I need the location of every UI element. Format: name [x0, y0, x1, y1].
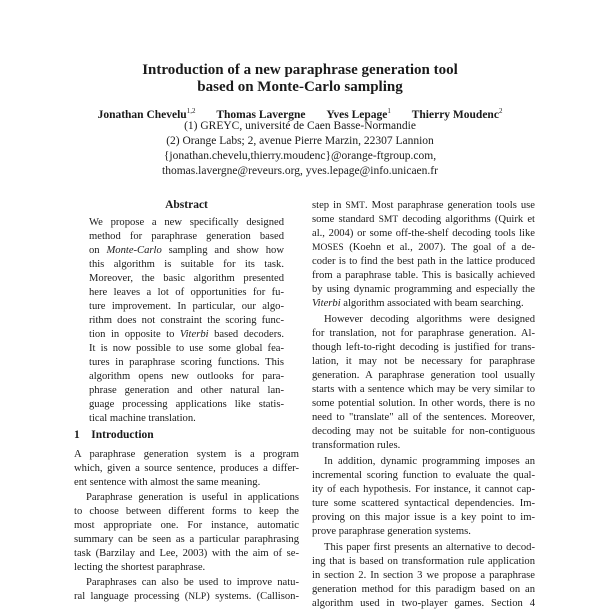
body-line: though left-to-right decoding is justified for trans- [312, 342, 535, 353]
body-line: proving on this major issue is a key point to im- [312, 512, 535, 523]
body-line: A paraphrase generation system is a program [74, 449, 299, 460]
abstract-heading: Abstract [165, 199, 208, 211]
body-line: for translation, not for paraphrase generation. Al- [312, 328, 535, 339]
body-line: step in SMT. Most paraphrase generation tools use [312, 200, 535, 211]
body-line: Viterbi algorithm associated with beam searching. [312, 298, 524, 309]
paper-title-line-1: Introduction of a new paraphrase generation tool [142, 62, 458, 78]
body-line: ture some scattered syntactical dependencies. Im- [312, 498, 535, 509]
body-line: need to "translate" all of the sentences. Moreover, [312, 412, 535, 423]
body-line: However decoding algorithms were designed [324, 314, 535, 325]
body-line: MOSES (Koehn et al., 2007). The goal of a de- [312, 242, 535, 253]
body-line: starts with a sentence which may be very similar to [312, 384, 535, 395]
body-line: ity of each hypothesis. For instance, it cannot cap- [312, 484, 535, 495]
affiliation-line: (2) Orange Labs; 2, avenue Pierre Marzin, 22307 Lannion [166, 135, 434, 147]
body-line: ent sentence with almost the same meaning. [74, 477, 261, 488]
body-line: by using dynamic programming and especially the [312, 284, 535, 295]
body-line: Paraphrases can also be used to improve natu- [86, 577, 299, 588]
email-line: {jonathan.chevelu,thierry.moudenc}@orange-ftgroup.com, [163, 150, 437, 162]
body-line: some potential solution. In other words, there is no [312, 398, 535, 409]
author-name: Yves Lepage [326, 109, 388, 121]
body-line: In addition, dynamic programming imposes an [324, 456, 535, 467]
abstract-line: this algorithm is suitable for its task. [89, 259, 284, 270]
abstract-line: We propose a new specifically designed [89, 217, 284, 228]
abstract-line: tures in paraphrase scoring functions. This [89, 357, 284, 368]
section-heading [74, 429, 154, 442]
body-line: This paper first presents an alternative to decod- [324, 542, 535, 553]
author-affiliation-mark: 2 [498, 107, 503, 115]
abstract-line: tical machine translation. [89, 413, 196, 424]
body-line: lecting the shortest paraphrase. [74, 562, 206, 573]
abstract-line: on Monte-Carlo sampling and show how [89, 245, 285, 256]
body-line: decoding may not be suitable for non-contiguous [312, 426, 535, 437]
body-line: al., 2004) or some off-the-shelf decoding tools like [312, 228, 535, 239]
author-name: Jonathan Chevelu [97, 109, 187, 121]
abstract-line: It is now possible to use some global fea- [89, 343, 284, 354]
body-line: most appropriate one. For instance, automatic [74, 520, 299, 531]
body-line: from a paraphrase table. This is basically achieved [312, 270, 535, 281]
body-line: generation method for this paradigm based on an [312, 584, 535, 595]
body-line: in section 2. In section 3 we propose a paraphrase [312, 570, 535, 581]
abstract-line: phrase generation and other natural lan- [89, 385, 284, 396]
body-line: to choose between different forms to keep the [74, 506, 299, 517]
body-line: prove paraphrase generation systems. [312, 526, 471, 537]
body-line: lation, it may not be necessary for paraphrase [312, 356, 535, 367]
body-line: coder is to find the best path in the lattice produced [312, 256, 535, 267]
email-line: thomas.lavergne@reveurs.org, yves.lepage@info.unicaen.fr [162, 165, 438, 177]
abstract-line: Moreover, the basic algorithm presented [89, 273, 284, 284]
body-line: generation. A paraphrase generation tool usually [312, 370, 535, 381]
author-affiliation-mark: 1,2 [186, 107, 196, 115]
body-line: incremental scoring function to evaluate the qual- [312, 470, 535, 481]
abstract-line: guage processing applications like statis- [89, 399, 284, 410]
author-affiliation-mark: 1 [387, 107, 391, 115]
abstract-line: method for paraphrase generation based [89, 231, 284, 242]
body-line: ing that is based on transformation rule application [312, 556, 535, 567]
affiliation-line: (1) GREYC, université de Caen Basse-Normandie [184, 120, 416, 132]
body-line: algorithm used in two-player games. Section 4 [312, 598, 535, 609]
body-line: some standard SMT decoding algorithms (Quirk et [312, 214, 535, 225]
author-name: Thomas Lavergne [216, 109, 306, 121]
body-line: ral language processing (NLP) systems. (Callison- [74, 591, 299, 602]
body-line: summary can be seen as a particular paraphrasing [74, 534, 299, 545]
section-number: 1 [74, 429, 80, 441]
body-line: which, given a source sentence, produces a differ- [74, 463, 299, 474]
author-name: Thierry Moudenc [411, 109, 499, 121]
paper-title-line-2: based on Monte-Carlo sampling [197, 79, 403, 95]
abstract-line: here leaves a lot of opportunities for fu- [89, 287, 284, 298]
abstract-line: ture improvement. In particular, our algo- [89, 301, 284, 312]
body-line: Paraphrase generation is useful in applications [86, 492, 299, 503]
abstract-line: tion in opposite to Viterbi based decoders. [89, 329, 285, 340]
abstract-line: rithm does not constraint the scoring func- [89, 315, 284, 326]
abstract-line: algorithm opens new outlooks for para- [89, 371, 284, 382]
body-line: task (Barzilay and Lee, 2003) with the aim of se- [74, 548, 299, 559]
body-line: transformation rules. [312, 440, 401, 451]
section-title: Introduction [91, 429, 154, 441]
